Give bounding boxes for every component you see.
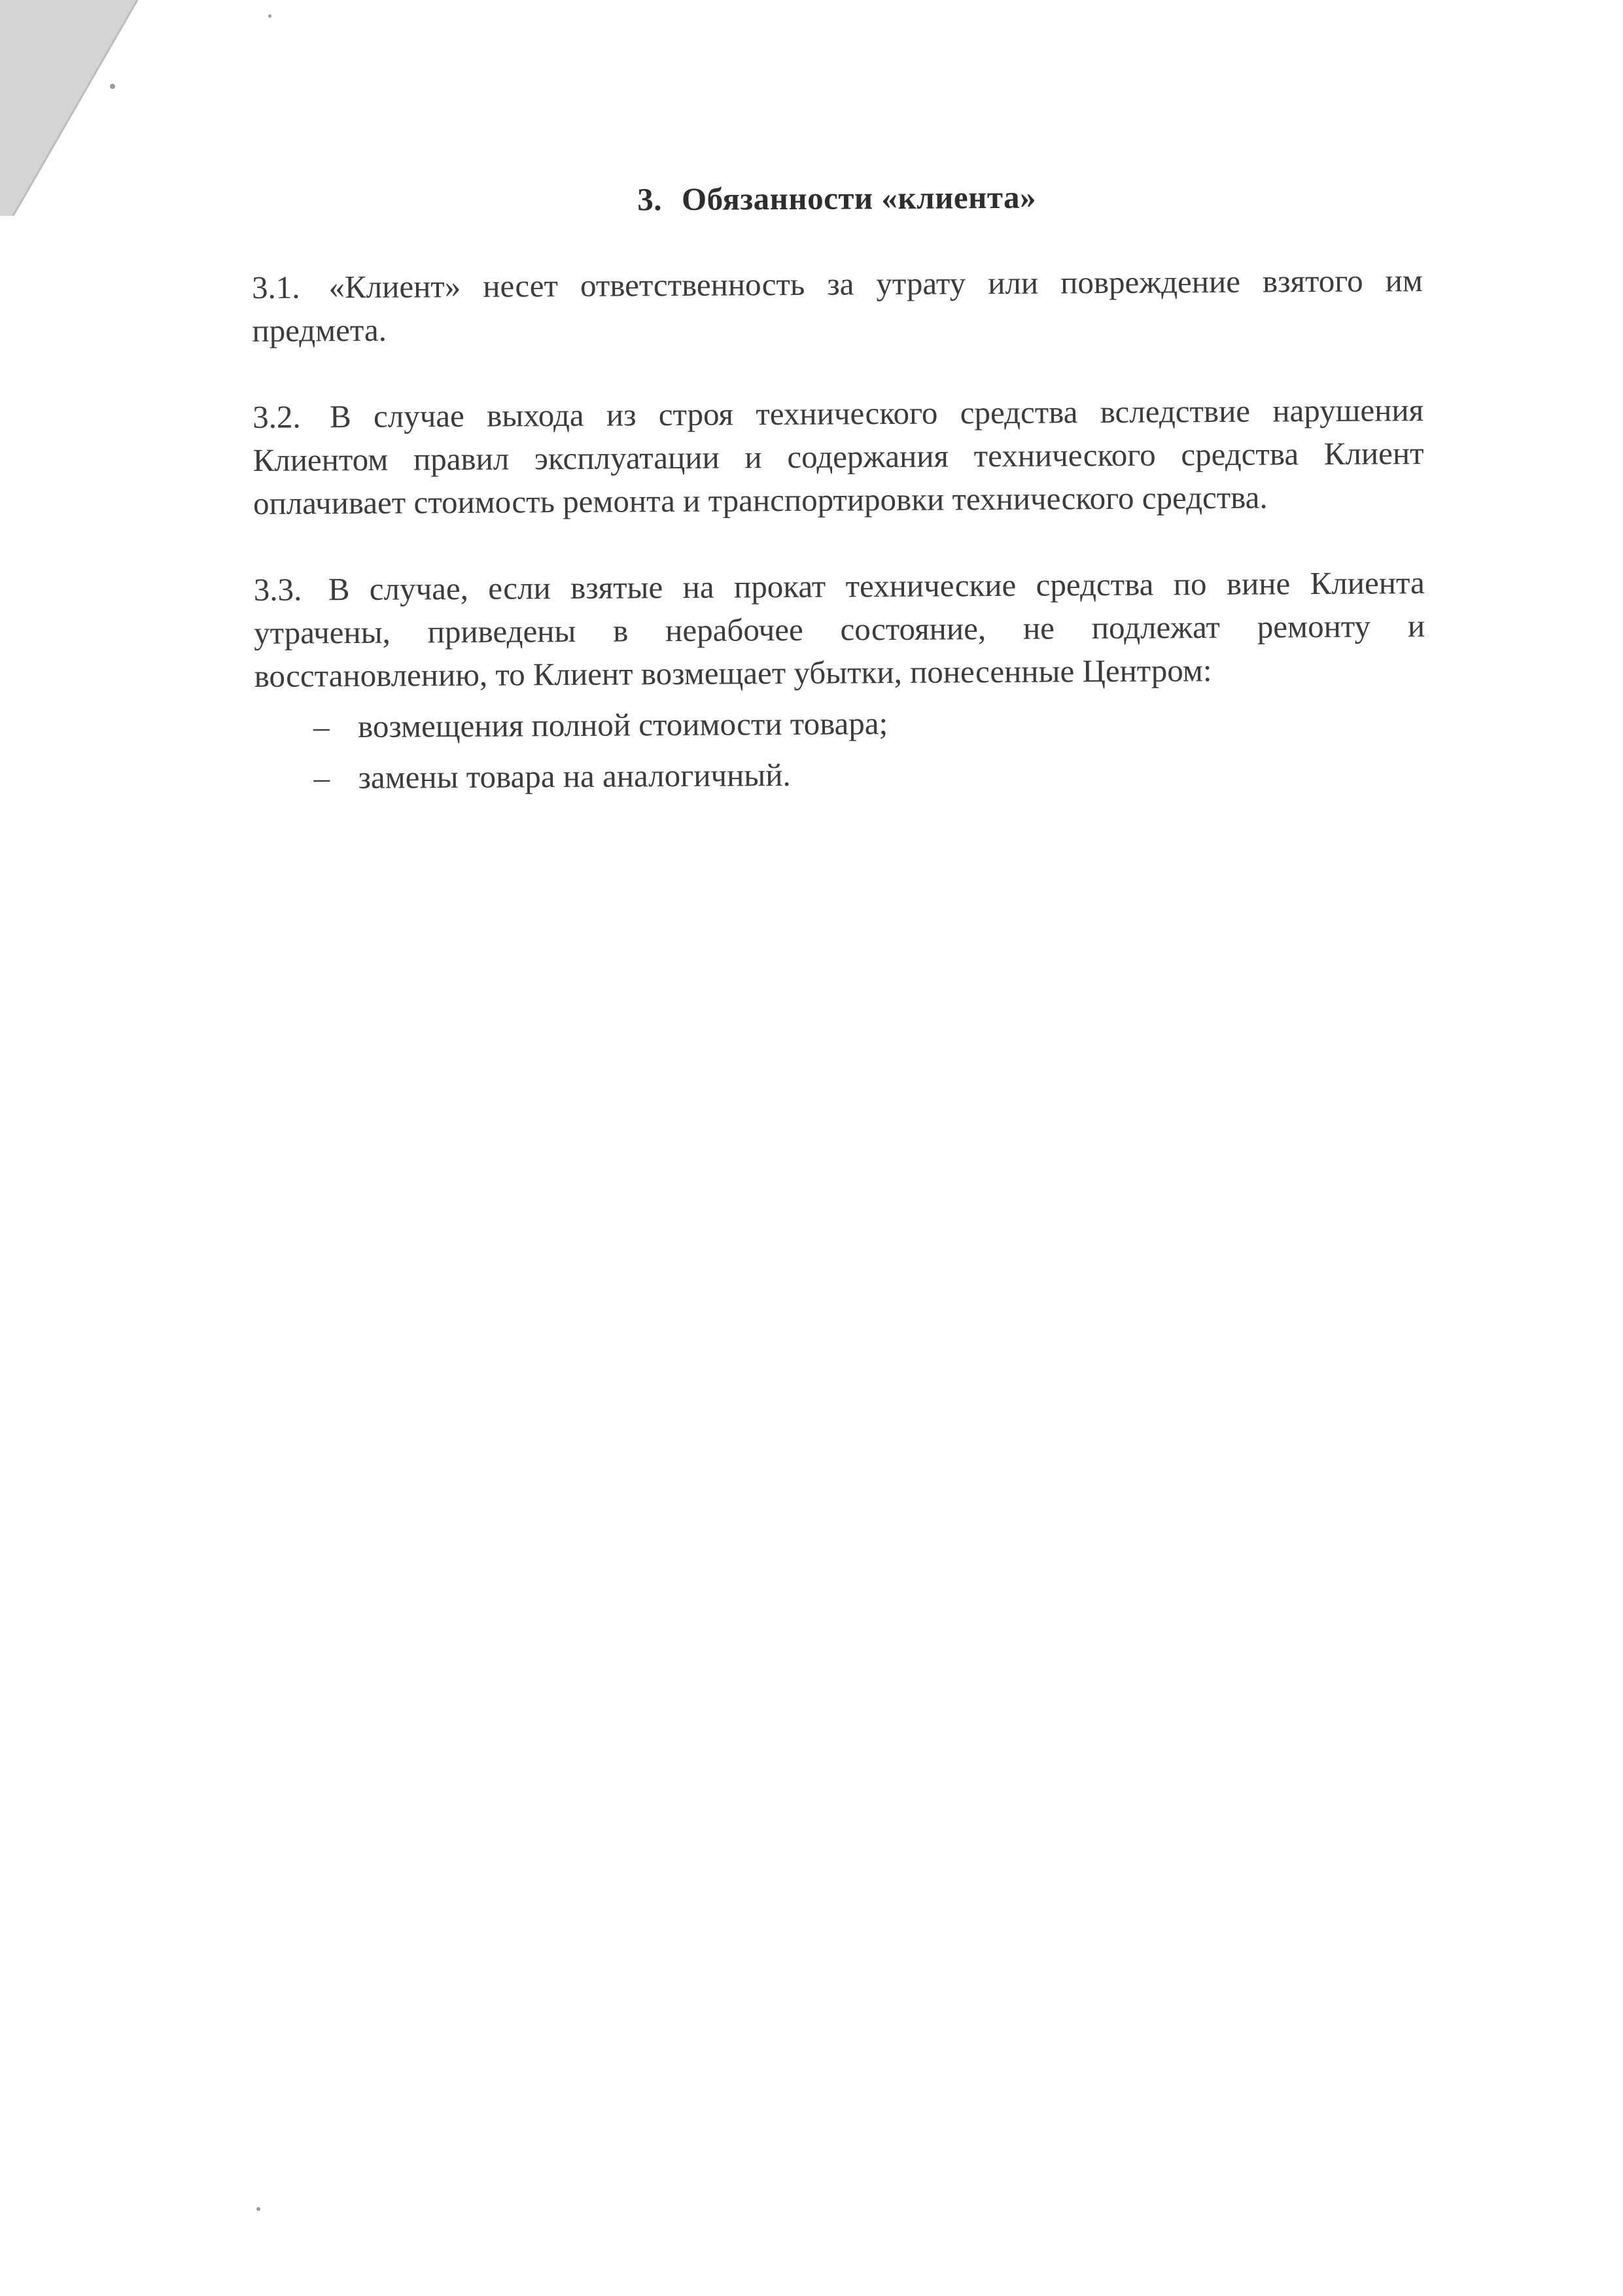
clause-3-1 — [252, 259, 1423, 353]
section-heading — [251, 176, 1422, 220]
document-body — [251, 176, 1426, 804]
clause-text: В случае, если взятые на прокат технические средства по вине Клиента утрачены, приведены в нерабочее состояние, не подлежат ремонту и восстановлению, то Клиент возмещает убытки, понесенные Центром: — [254, 565, 1425, 694]
section-number: 3. — [637, 181, 663, 218]
clause-number: 3.1. — [251, 269, 300, 305]
list-marker: – — [313, 708, 330, 745]
scan-speck — [256, 2207, 260, 2211]
section-title: Обязанности «клиента» — [681, 179, 1037, 217]
scan-speck — [268, 14, 271, 18]
clause-text: «Клиент» несет ответственность за утрату или повреждение взятого им предмета. — [252, 262, 1423, 349]
list-item-text: возмещения полной стоимости товара; — [357, 705, 888, 745]
compensation-list — [254, 695, 1426, 804]
clause-number: 3.2. — [253, 398, 301, 435]
list-marker: – — [313, 759, 330, 796]
scan-corner-artifact — [0, 0, 157, 216]
clause-3-3 — [254, 561, 1425, 698]
scan-speck — [110, 84, 115, 89]
clause-3-2 — [253, 389, 1424, 525]
clause-text: В случае выхода из строя технического средства вследствие нарушения Клиентом правил эксплуатации и содержания технического средства Клиент оплачивает стоимость ремонта и транспортировки технического средства. — [253, 392, 1424, 521]
list-item-text: замены товара на аналогичный. — [358, 756, 791, 796]
list-item — [313, 695, 1425, 752]
clause-number: 3.3. — [253, 571, 302, 608]
list-item — [313, 746, 1425, 803]
